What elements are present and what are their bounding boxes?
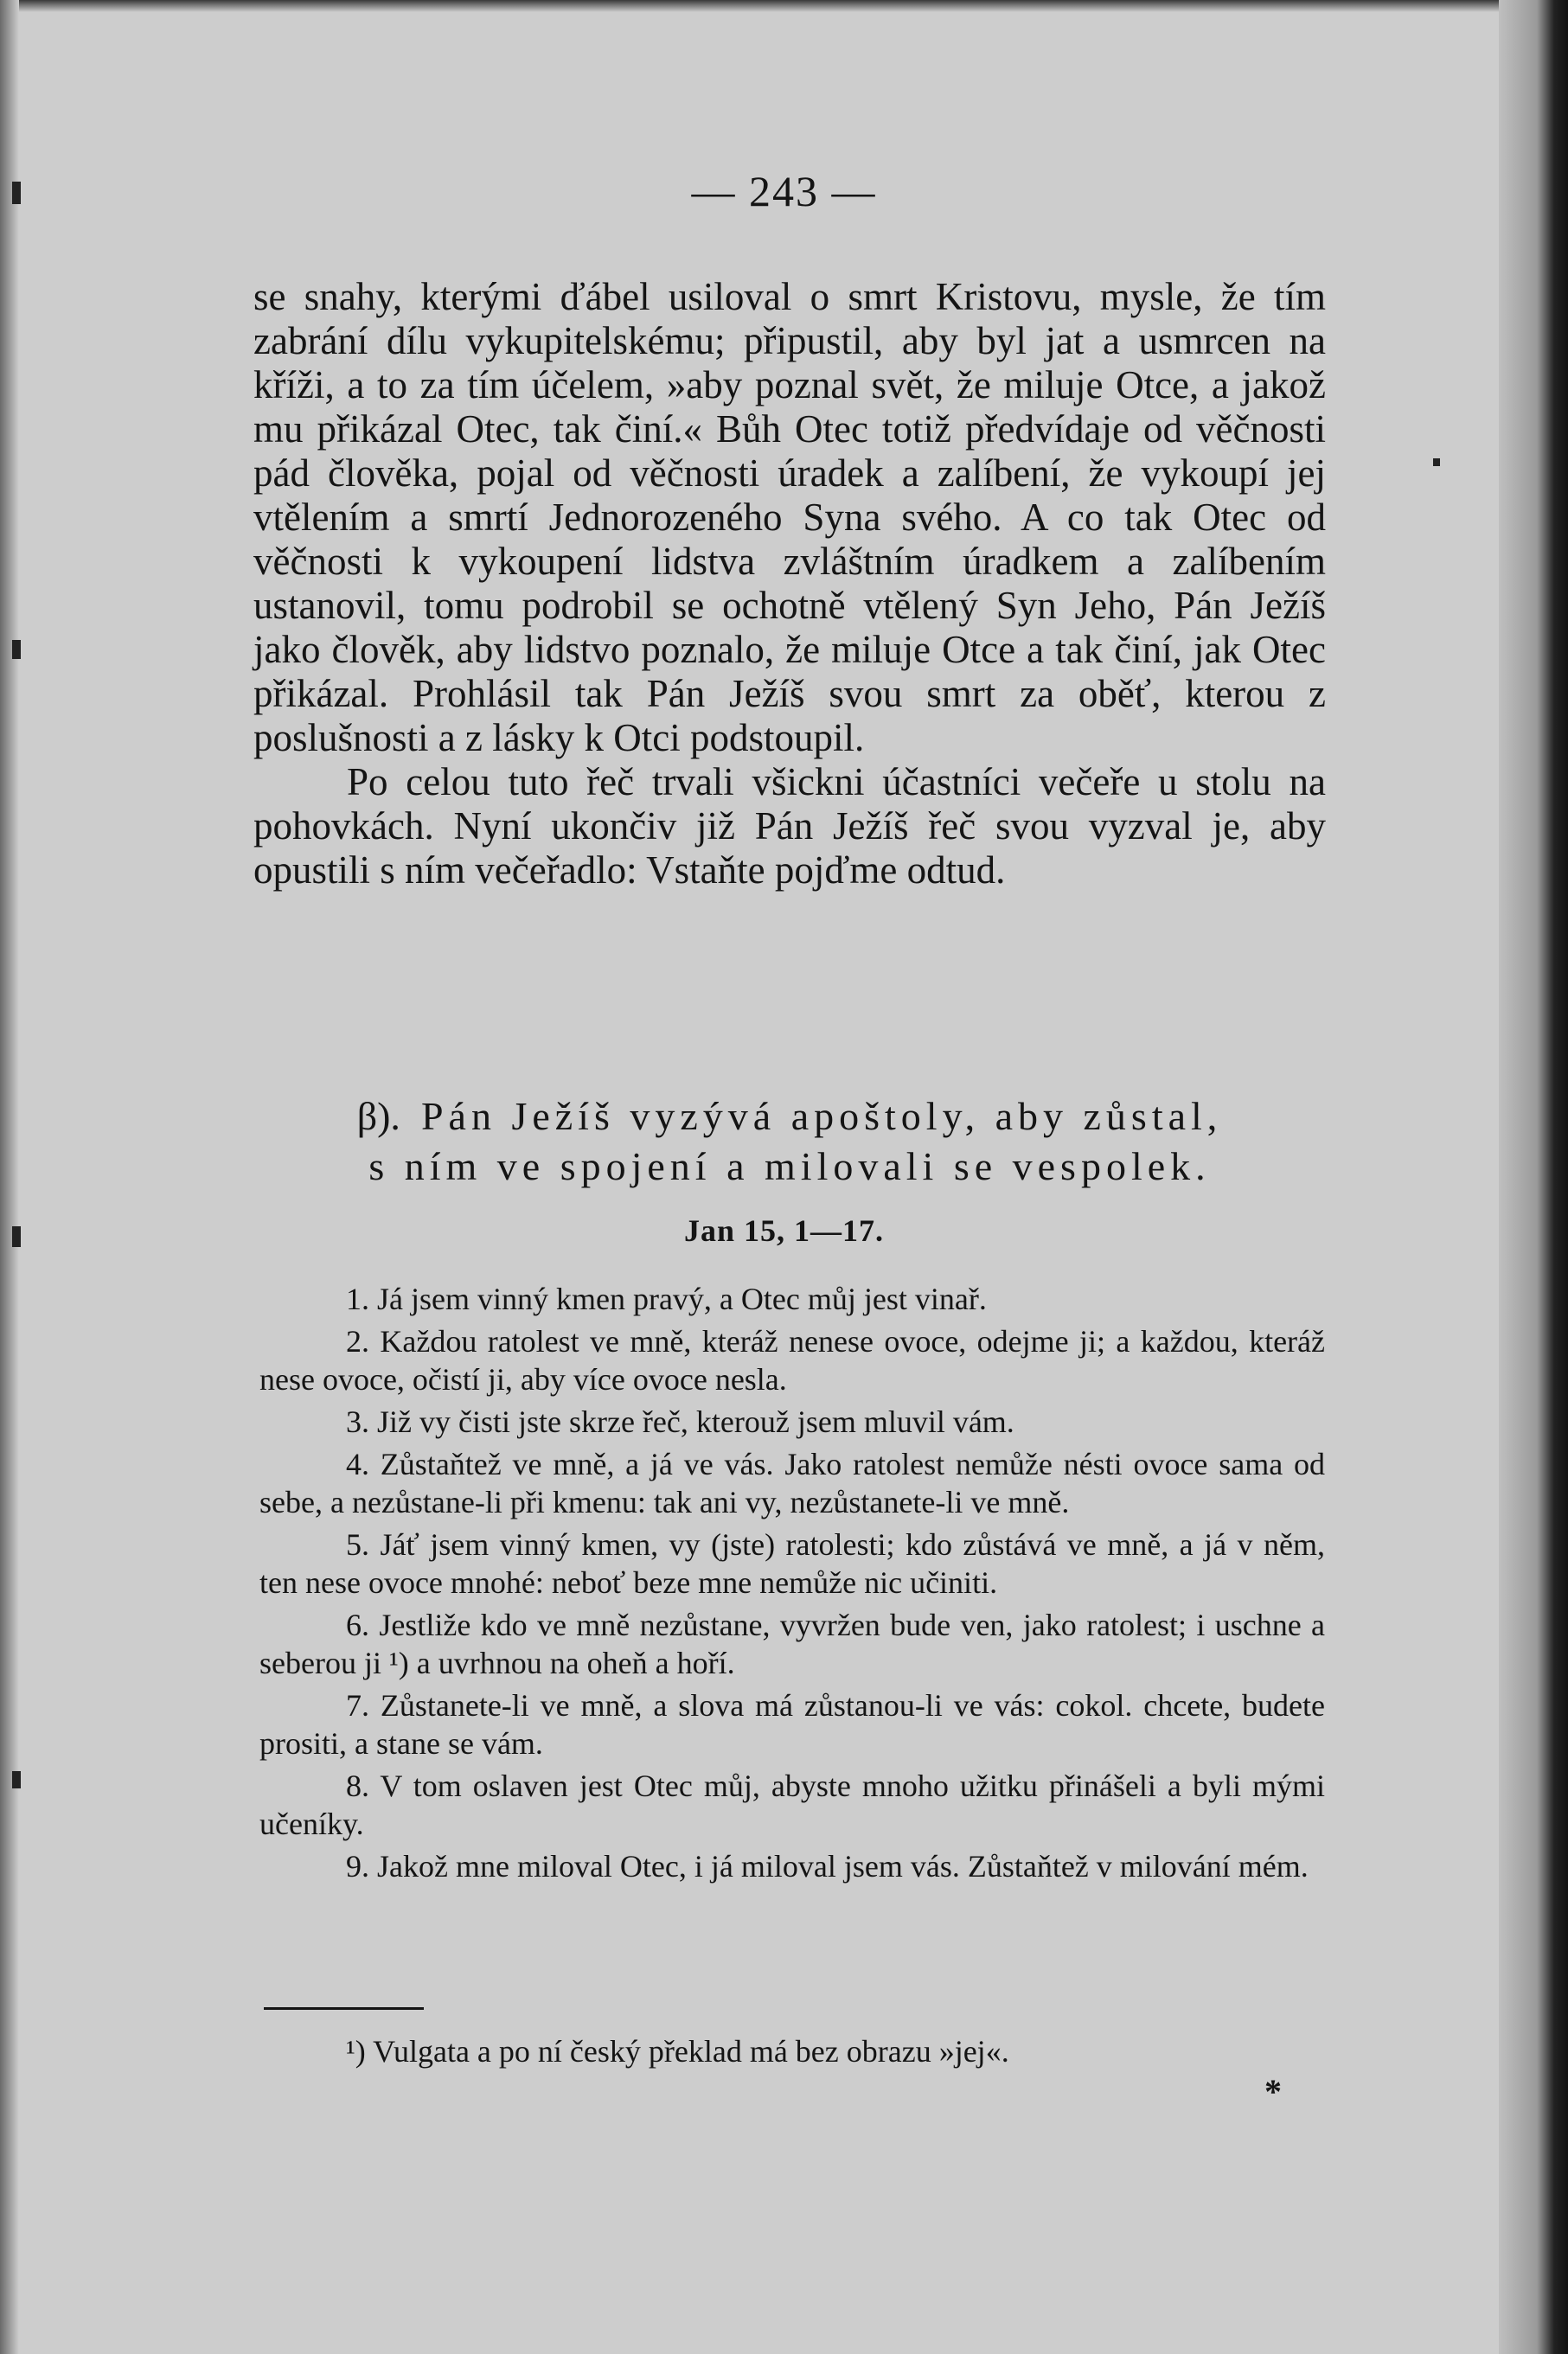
section-heading	[253, 1091, 1326, 1192]
body-paragraph: Po celou tuto řeč trvali všickni účastníci večeře u stolu na pohovkách. Nyní ukončiv již Pán Ježíš řeč svou vyzval je, aby opustili s ním večeřadlo: Vstaňte pojďme odtud.	[253, 760, 1326, 892]
left-edge-mark	[12, 640, 21, 659]
section-heading-line	[253, 1091, 1326, 1142]
scripture-reference: Jan 15, 1—17.	[683, 1213, 885, 1248]
verse: 9. Jakož mne miloval Otec, i já miloval jsem vás. Zůstaňtež v milování mém.	[346, 1849, 1309, 1884]
verse: 1. Já jsem vinný kmen pravý, a Otec můj jest vinař.	[346, 1282, 987, 1316]
section-title-line2: s ním ve spojení a milovali se vespolek.	[368, 1144, 1211, 1188]
right-margin-mark	[1433, 458, 1440, 466]
verse: 3. Již vy čisti jste skrze řeč, kterouž jsem mluvil vám.	[346, 1404, 1014, 1439]
body-paragraph: se snahy, kterými ďábel usiloval o smrt Kristovu, mysle, že tím zabrání dílu vykupitelskému; připustil, aby byl jat a usmrcen na kříži, a to za tím účelem, »aby poznal svět, že miluje Otce, a jakož mu přikázal Otec, tak činí.« Bůh Otec totiž předvídaje od věčnosti pád člověka, pojal od věčnosti úradek a zalíbení, že vykoupí jej vtělením a smrtí Jednorozeného Syna svého. A co tak Otec od věčnosti k vykoupení lidstva zvláštním úradkem a zalíbením ustanovil, tomu podrobil se ochotně vtělený Syn Jeho, Pán Ježíš jako člověk, aby lidstvo poznalo, že miluje Otce a tak činí, jak Otec přikázal. Prohlásil tak Pán Ježíš svou smrt za oběť, kterou z poslušnosti a z lásky k Otci podstoupil.	[253, 275, 1326, 759]
body-text	[253, 275, 1326, 892]
page-right-edge	[1499, 0, 1568, 2354]
page-left-edge	[0, 0, 19, 2354]
asterisk-mark: *	[1264, 2072, 1282, 2111]
verse: 2. Každou ratolest ve mně, kteráž nenese ovoce, odejme ji; a každou, kteráž nese ovoce, očistí ji, aby více ovoce nesla.	[259, 1324, 1325, 1397]
verse: 6. Jestliže kdo ve mně nezůstane, vyvržen bude ven, jako ratolest; i uschne a seberou ji ¹) a uvrhnou na oheň a hoří.	[259, 1608, 1325, 1680]
verse: 8. V tom oslaven jest Otec můj, abyste mnoho užitku přinášeli a byli mými učeníky.	[259, 1769, 1325, 1841]
footnote-divider	[264, 2007, 424, 2010]
footnote: ¹) Vulgata a po ní český překlad má bez obrazu »jej«.	[346, 2034, 1009, 2069]
verse: 4. Zůstaňtež ve mně, a já ve vás. Jako ratolest nemůže nésti ovoce sama od sebe, a nezůstane-li při kmenu: tak ani vy, nezůstanete-li ve mně.	[259, 1447, 1325, 1519]
verse: 7. Zůstanete-li ve mně, a slova má zůstanou-li ve vás: cokol. chcete, budete prositi, a stane se vám.	[259, 1688, 1325, 1761]
verse-list	[259, 1280, 1325, 1890]
page-top-edge	[0, 0, 1568, 12]
section-title-line1: Pán Ježíš vyzývá apoštoly, aby zůstal,	[420, 1094, 1223, 1138]
section-number: β).	[356, 1094, 400, 1138]
page-number: — 243 —	[691, 167, 877, 215]
left-edge-mark	[12, 1771, 21, 1788]
verse: 5. Jáť jsem vinný kmen, vy (jste) ratolesti; kdo zůstává ve mně, a já v něm, ten nese ovoce mnohé: neboť beze mne nemůže nic učiniti.	[259, 1527, 1325, 1600]
